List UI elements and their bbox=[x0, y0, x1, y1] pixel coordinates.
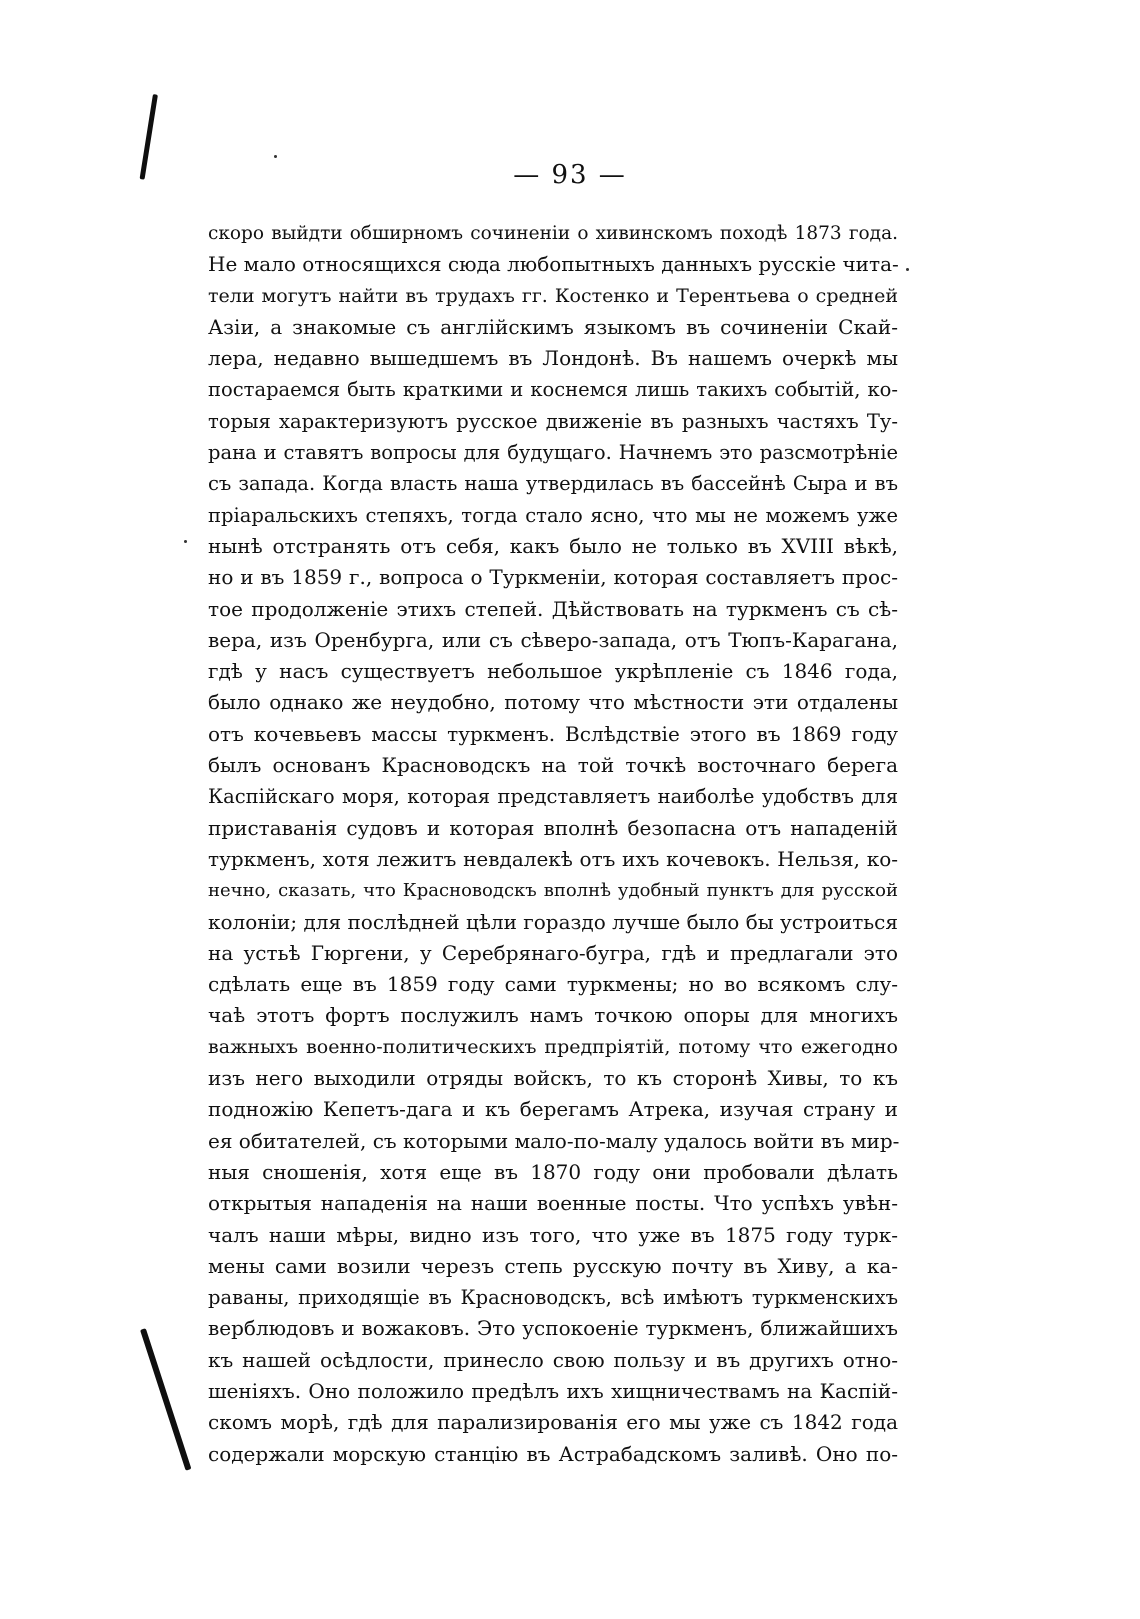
text-line: верблюдовъ и вожаковъ. Это успокоеніе туркменъ, ближайшихъ bbox=[208, 1316, 898, 1341]
text-line: тели могутъ найти въ трудахъ гг. Костенко и Терентьева о средней bbox=[208, 284, 898, 307]
text-line: туркменъ, хотя лежитъ невдалекѣ отъ ихъ кочевокъ. Нельзя, ко- bbox=[208, 846, 898, 871]
text-line: постараемся быть краткими и коснемся лишь такихъ событій, ко- bbox=[208, 378, 898, 402]
body-text bbox=[208, 218, 898, 1470]
text-line: на устьѣ Гюргени, у Серебрянаго-бугра, гдѣ и предлагали это bbox=[208, 940, 898, 965]
text-line: приставанія судовъ и которая вполнѣ безопасна отъ нападеній bbox=[208, 815, 898, 840]
text-line: тое продолженіе этихъ степей. Дѣйствовать на туркменъ съ сѣ- bbox=[208, 596, 898, 621]
text-line: скоро выйдти обширномъ сочиненіи о хивинскомъ походѣ 1873 года. bbox=[208, 223, 898, 244]
text-line: шеніяхъ. Оно положило предѣлъ ихъ хищничествамъ на Каспій- bbox=[208, 1378, 898, 1403]
text-line: пріаральскихъ степяхъ, тогда стало ясно, что мы не можемъ уже bbox=[208, 503, 898, 527]
text-line: лера, недавно вышедшемъ въ Лондонѣ. Въ нашемъ очеркѣ мы bbox=[208, 346, 898, 371]
margin-pencil-mark-bottom bbox=[140, 1328, 191, 1471]
text-line: открытыя нападенія на наши военные посты. Что успѣхъ увѣн- bbox=[208, 1191, 898, 1216]
ink-speck bbox=[906, 268, 909, 271]
text-line: Каспійскаго моря, которая представляетъ наиболѣе удобствъ для bbox=[208, 785, 898, 809]
ink-speck bbox=[184, 540, 187, 543]
text-line: нынѣ отстранять отъ себя, какъ было не только въ XVIII вѣкѣ, bbox=[208, 533, 898, 558]
text-line: важныхъ военно-политическихъ предпріятій, потому что ежегодно bbox=[208, 1035, 898, 1058]
text-line: гдѣ у насъ существуетъ небольшое укрѣпленіе съ 1846 года, bbox=[208, 659, 898, 684]
text-line: чалъ наши мѣры, видно изъ того, что уже въ 1875 году турк- bbox=[208, 1222, 898, 1247]
text-line: сдѣлать еще въ 1859 году сами туркмены; но во всякомъ слу- bbox=[208, 972, 898, 997]
text-line: вера, изъ Оренбурга, или съ сѣверо-запада, отъ Тюпъ-Карагана, bbox=[208, 627, 898, 652]
text-line: нечно, сказать, что Красноводскъ вполнѣ удобный пунктъ для русской bbox=[208, 880, 898, 902]
text-line: былъ основанъ Красноводскъ на той точкѣ восточнаго берега bbox=[208, 753, 898, 778]
page-number: — 93 — bbox=[513, 160, 627, 190]
text-line: торыя характеризуютъ русское движеніе въ разныхъ частяхъ Ту- bbox=[208, 409, 898, 433]
text-line: Азіи, а знакомые съ англійскимъ языкомъ въ сочиненіи Скай- bbox=[208, 314, 898, 339]
text-line: ныя сношенія, хотя еще въ 1870 году они пробовали дѣлать bbox=[208, 1159, 898, 1184]
text-line: содержали морскую станцію въ Астрабадскомъ заливѣ. Оно по- bbox=[208, 1441, 898, 1466]
text-line: Не мало относящихся сюда любопытныхъ данныхъ русскіе чита- bbox=[208, 252, 899, 277]
text-line: подножію Кепетъ-дага и къ берегамъ Атрека, изучая страну и bbox=[208, 1097, 898, 1122]
ink-speck bbox=[274, 155, 277, 158]
text-line: отъ кочевьевъ массы туркменъ. Вслѣдствіе этого въ 1869 году bbox=[208, 721, 898, 746]
text-line: но и въ 1859 г., вопроса о Туркменіи, которая составляетъ прос- bbox=[208, 565, 898, 590]
text-line: чаѣ этотъ фортъ послужилъ намъ точкою опоры для многихъ bbox=[208, 1003, 898, 1028]
text-line: къ нашей осѣдлости, принесло свою пользу и въ другихъ отно- bbox=[208, 1347, 898, 1372]
text-line: изъ него выходили отряды войскъ, то къ сторонѣ Хивы, то къ bbox=[208, 1066, 898, 1091]
text-line: ея обитателей, съ которыми мало-по-малу удалось войти въ мир- bbox=[208, 1128, 900, 1153]
text-line: съ запада. Когда власть наша утвердилась въ бассейнѣ Сыра и въ bbox=[208, 472, 898, 496]
text-line: скомъ морѣ, гдѣ для парализированія его мы уже съ 1842 года bbox=[208, 1410, 898, 1435]
text-line: раваны, приходящіе въ Красноводскъ, всѣ имѣютъ туркменскихъ bbox=[208, 1286, 898, 1310]
text-line: колоніи; для послѣдней цѣли гораздо лучше было бы устроиться bbox=[208, 909, 898, 934]
text-line: было однако же неудобно, потому что мѣстности эти отдалены bbox=[208, 690, 898, 715]
text-line: рана и ставятъ вопросы для будущаго. Начнемъ это разсмотрѣніе bbox=[208, 441, 898, 465]
text-line: мены сами возили черезъ степь русскую почту въ Хиву, а ка- bbox=[208, 1253, 898, 1278]
